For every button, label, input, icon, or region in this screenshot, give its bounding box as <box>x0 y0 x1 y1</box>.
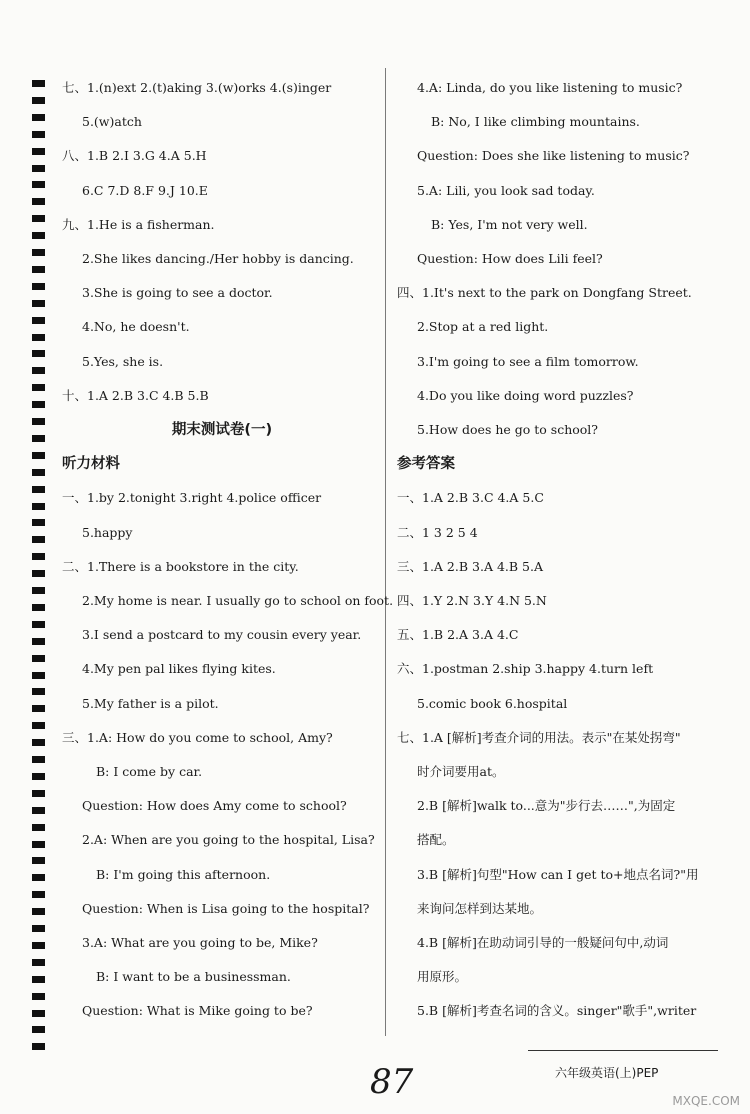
watermark: MXQE.COM <box>672 1094 740 1108</box>
registration-mark <box>32 97 45 104</box>
registration-mark <box>32 587 45 594</box>
registration-mark <box>32 604 45 611</box>
registration-mark <box>32 469 45 476</box>
left-text-line: 5.(w)atch <box>82 114 142 130</box>
registration-mark <box>32 553 45 560</box>
right-text-line: 搭配。 <box>417 832 455 848</box>
left-text-line: 七、1.(n)ext 2.(t)aking 3.(w)orks 4.(s)inger <box>62 80 332 95</box>
page-number: 87 <box>370 1062 414 1102</box>
registration-mark <box>32 283 45 290</box>
registration-mark <box>32 435 45 442</box>
right-text-line: 4.Do you like doing word puzzles? <box>417 387 634 403</box>
right-text-line: 5.How does he go to school? <box>417 422 598 437</box>
registration-mark <box>32 266 45 273</box>
left-text-line: 十、1.A 2.B 3.C 4.B 5.B <box>62 387 209 403</box>
right-text-line: 五、1.B 2.A 3.A 4.C <box>397 627 519 643</box>
right-text-line: 六、1.postman 2.ship 3.happy 4.turn left <box>397 661 654 677</box>
right-text-line: Question: Does she like listening to music? <box>417 148 690 164</box>
registration-mark <box>32 418 45 425</box>
registration-mark <box>32 181 45 188</box>
right-text-line: 参考答案 <box>397 456 455 473</box>
left-text-line: 八、1.B 2.I 3.G 4.A 5.H <box>62 148 207 164</box>
registration-mark <box>32 739 45 746</box>
book-label: 六年级英语(上)PEP <box>555 1066 659 1080</box>
registration-mark <box>32 401 45 408</box>
right-text-line: 4.B [解析]在助动词引导的一般疑问句中,动词 <box>417 935 669 950</box>
registration-mark <box>32 722 45 729</box>
left-text-line: 听力材料 <box>62 456 120 473</box>
registration-mark <box>32 1026 45 1033</box>
left-text-line: 2.She likes dancing./Her hobby is dancing. <box>82 251 354 266</box>
left-text-line: Question: What is Mike going to be? <box>82 1003 313 1019</box>
left-text-line: 2.My home is near. I usually go to school on foot. <box>82 593 394 608</box>
registration-mark <box>32 1010 45 1017</box>
registration-mark <box>32 857 45 864</box>
left-text-line: B: I want to be a businessman. <box>96 969 291 985</box>
registration-mark <box>32 925 45 932</box>
left-text-line: 九、1.He is a fisherman. <box>62 216 215 232</box>
registration-mark <box>32 705 45 712</box>
registration-mark <box>32 536 45 543</box>
registration-mark <box>32 688 45 695</box>
left-text-line: 4.My pen pal likes flying kites. <box>82 661 276 677</box>
left-text-line: 期末测试卷(一) <box>171 422 273 438</box>
left-text-line: 4.No, he doesn't. <box>82 319 190 335</box>
left-text-line: Question: How does Amy come to school? <box>82 798 347 814</box>
registration-mark <box>32 215 45 222</box>
right-text-line: B: Yes, I'm not very well. <box>431 216 588 232</box>
registration-mark <box>32 367 45 374</box>
registration-mark <box>32 114 45 121</box>
left-text-line: 3.I send a postcard to my cousin every year. <box>82 627 362 643</box>
registration-mark <box>32 993 45 1000</box>
left-text-line: B: I'm going this afternoon. <box>96 866 271 882</box>
registration-mark <box>32 773 45 780</box>
column-divider <box>385 68 386 1036</box>
right-text-line: 一、1.A 2.B 3.C 4.A 5.C <box>397 490 544 506</box>
registration-mark <box>32 824 45 831</box>
registration-mark <box>32 148 45 155</box>
left-text-line: 5.happy <box>82 524 133 540</box>
registration-mark <box>32 519 45 526</box>
left-text-line: 5.My father is a pilot. <box>82 695 219 711</box>
registration-mark <box>32 317 45 324</box>
right-text-line: 5.comic book 6.hospital <box>417 695 568 711</box>
right-text-line: 二、1 3 2 5 4 <box>397 524 478 540</box>
registration-mark <box>32 452 45 459</box>
right-text-line: 5.B [解析]考查名词的含义。singer"歌手",writer <box>417 1003 697 1019</box>
registration-mark <box>32 655 45 662</box>
left-text-line: 6.C 7.D 8.F 9.J 10.E <box>82 182 208 198</box>
registration-mark <box>32 570 45 577</box>
right-text-line: 四、1.Y 2.N 3.Y 4.N 5.N <box>397 593 547 608</box>
registration-mark <box>32 503 45 510</box>
registration-mark <box>32 486 45 493</box>
registration-mark <box>32 621 45 628</box>
footer-rule <box>528 1050 718 1051</box>
right-text-line: 用原形。 <box>417 969 468 985</box>
left-text-line: 2.A: When are you going to the hospital, Lisa? <box>82 832 375 848</box>
left-text-line: 3.A: What are you going to be, Mike? <box>82 935 318 950</box>
registration-mark <box>32 672 45 679</box>
registration-mark <box>32 841 45 848</box>
right-text-line: 2.B [解析]walk to...意为"步行去……",为固定 <box>417 798 676 814</box>
right-text-line: 2.Stop at a red light. <box>417 319 549 335</box>
registration-mark <box>32 300 45 307</box>
registration-mark <box>32 165 45 172</box>
right-text-line: Question: How does Lili feel? <box>417 251 603 266</box>
registration-mark <box>32 384 45 391</box>
registration-mark <box>32 908 45 915</box>
registration-mark <box>32 790 45 797</box>
registration-mark <box>32 959 45 966</box>
registration-mark <box>32 80 45 87</box>
right-text-line: 来询问怎样到达某地。 <box>417 900 543 916</box>
registration-mark <box>32 232 45 239</box>
left-text-line: B: I come by car. <box>96 764 203 779</box>
registration-mark <box>32 976 45 983</box>
right-text-line: 4.A: Linda, do you like listening to music? <box>417 80 683 95</box>
registration-mark <box>32 334 45 341</box>
right-text-line: B: No, I like climbing mountains. <box>431 114 640 130</box>
registration-mark <box>32 131 45 138</box>
left-text-line: Question: When is Lisa going to the hospital? <box>82 900 370 916</box>
registration-mark <box>32 942 45 949</box>
right-text-line: 三、1.A 2.B 3.A 4.B 5.A <box>397 558 543 574</box>
right-text-line: 四、1.It's next to the park on Dongfang Street. <box>397 285 692 301</box>
left-text-line: 三、1.A: How do you come to school, Amy? <box>62 729 333 745</box>
right-text-line: 3.B [解析]句型"How can I get to+地点名词?"用 <box>417 866 699 882</box>
right-text-line: 时介词要用at。 <box>417 764 505 779</box>
registration-mark <box>32 891 45 898</box>
registration-mark <box>32 638 45 645</box>
left-text-line: 3.She is going to see a doctor. <box>82 285 273 301</box>
registration-mark <box>32 249 45 256</box>
registration-mark <box>32 756 45 763</box>
left-text-line: 一、1.by 2.tonight 3.right 4.police officer <box>62 490 322 506</box>
left-text-line: 二、1.There is a bookstore in the city. <box>62 558 299 574</box>
registration-mark <box>32 874 45 881</box>
registration-mark <box>32 198 45 205</box>
right-text-line: 七、1.A [解析]考查介词的用法。表示"在某处拐弯" <box>397 729 681 745</box>
left-text-line: 5.Yes, she is. <box>82 353 164 369</box>
right-text-line: 5.A: Lili, you look sad today. <box>417 182 595 198</box>
right-text-line: 3.I'm going to see a film tomorrow. <box>417 353 639 369</box>
registration-mark <box>32 350 45 357</box>
registration-mark <box>32 1043 45 1050</box>
registration-mark <box>32 807 45 814</box>
